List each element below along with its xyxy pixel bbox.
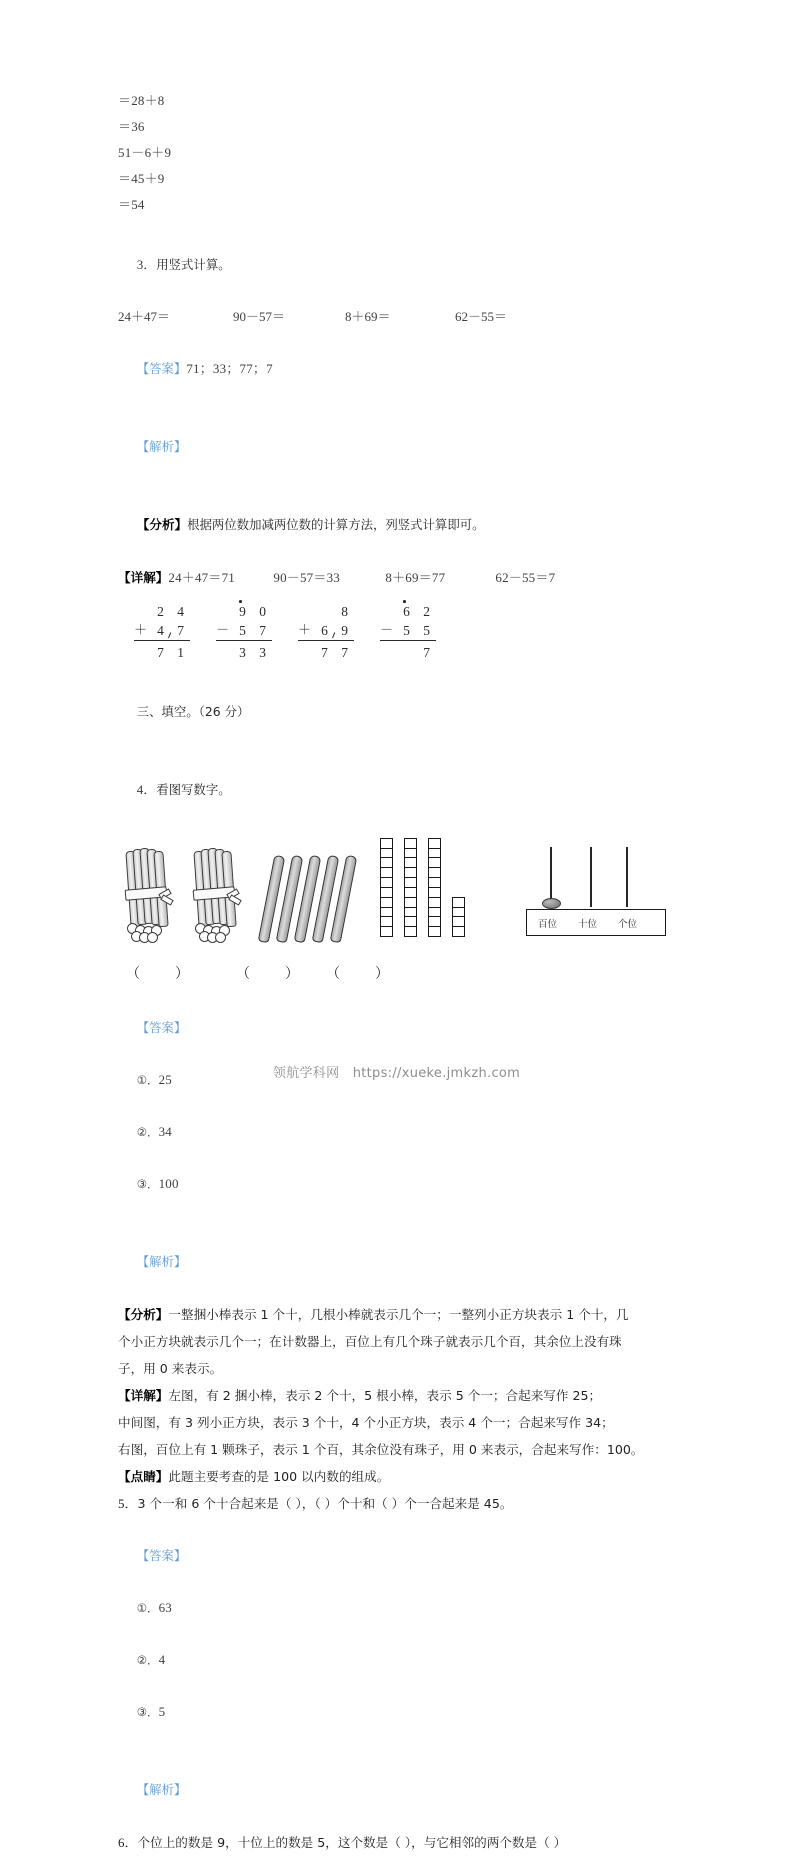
operator: ＋ [298, 622, 312, 637]
minuend: 6 2 [403, 604, 435, 619]
fenxi-tag: 【分析】 [118, 1307, 169, 1322]
problem-2: 90－57＝ [233, 309, 286, 324]
xiangjie-item-1: 24＋47＝71 [168, 570, 235, 585]
answer-marker-3: ③． [136, 1705, 159, 1719]
problem-3: 8＋69＝ [345, 309, 391, 324]
analysis-label: 【解析】 [136, 1254, 187, 1269]
addend-bottom: 4 7 [157, 623, 189, 638]
block-column [428, 839, 441, 937]
blank-1[interactable]: （ ） [126, 967, 189, 982]
question-4-analysis-row [118, 1223, 678, 1301]
question-3-heading [118, 226, 678, 304]
question-4-fenxi-line-3: 子，用 0 来表示。 [118, 1361, 223, 1376]
expression-line: ＝45＋9 [118, 171, 165, 186]
question-6-number: 6． [118, 1835, 138, 1850]
block-column [380, 839, 393, 937]
question-5-answer-row [118, 1517, 678, 1751]
analysis-label: 【解析】 [136, 439, 187, 454]
knot-icon [159, 891, 173, 905]
subtrahend: 5 7 [239, 623, 271, 638]
unit-blocks-figure [380, 839, 500, 959]
vertical-computation-4 [380, 601, 436, 661]
page-content [118, 88, 678, 1856]
borrow-dot-icon [403, 600, 406, 603]
question-3-number: 3． [136, 257, 157, 272]
analysis-label: 【解析】 [136, 1782, 187, 1797]
abacus-bead [542, 898, 561, 909]
expression-line: ＝28＋8 [118, 93, 165, 108]
question-4-blanks [118, 963, 678, 985]
question-3-fenxi-row [118, 486, 678, 564]
question-4-fenxi-line-1 [118, 1301, 678, 1328]
answer-value-3: 100 [158, 1176, 179, 1191]
question-3-analysis-row [118, 408, 678, 486]
answer-value-3: 5 [158, 1704, 166, 1719]
answer-value-2: 34 [158, 1124, 172, 1139]
subtrahend: 5 5 [403, 623, 435, 638]
question-4-xiangjie-line-3: 右图，百位上有 1 颗珠子，表示 1 个百，其余位没有珠子，用 0 来表示，合起来写作：100。 [118, 1442, 644, 1457]
answer-label: 【答案】 [136, 1548, 187, 1563]
answer-marker-2: ②． [136, 1653, 159, 1667]
stick-bundle-figure [126, 851, 172, 951]
answer-marker-3: ③． [136, 1177, 159, 1191]
question-3-answer-row [118, 330, 678, 408]
problem-4: 62－55＝ [455, 309, 508, 324]
question-5-text-row [118, 1490, 678, 1517]
minuend: 9 0 [239, 604, 271, 619]
blank-2[interactable]: （ ） [236, 967, 299, 982]
blank-3[interactable]: （ ） [326, 967, 389, 982]
problem-1: 24＋47＝ [118, 309, 171, 324]
operator: － [380, 622, 394, 637]
question-6-text-row [118, 1829, 678, 1856]
result: 7 [423, 645, 435, 660]
xiangjie-item-3: 8＋69＝77 [385, 570, 446, 585]
question-4-answer-row [118, 989, 678, 1223]
result: 3 3 [239, 645, 271, 660]
section-3-heading-text: 三、填空。（26 分） [136, 704, 250, 719]
loose-sticks-figure [266, 851, 366, 951]
expression-line: ＝54 [118, 197, 145, 212]
xiangjie-item-4: 62－55＝7 [495, 570, 556, 585]
abacus-label-hundreds: 百位 [538, 919, 558, 930]
abacus-rod [626, 847, 628, 907]
knot-icon [227, 891, 241, 905]
question-3-xiangjie-row [118, 564, 678, 591]
answer-label: 【答案】 [136, 1020, 187, 1035]
stick-bundle-figure [194, 851, 240, 951]
answer-value-1: 25 [158, 1072, 172, 1087]
borrow-dot-icon [239, 600, 242, 603]
result: 7 1 [157, 645, 189, 660]
addend-top: 2 4 [157, 604, 189, 619]
vertical-computation-1 [134, 601, 190, 661]
dianjing-text: 此题主要考查的是 100 以内数的组成。 [168, 1469, 390, 1484]
watermark-site-name: 领航学科网 [272, 1066, 340, 1081]
fenxi-text-1: 一整捆小棒表示 1 个十，几根小棒就表示几个一；一整列小正方块表示 1 个十，几 [168, 1307, 629, 1322]
expression-line: 51－6＋9 [118, 145, 172, 160]
xiangjie-text-1: 左图，有 2 捆小棒，表示 2 个十，5 根小棒，表示 5 个一；合起来写作 25； [168, 1388, 602, 1403]
answer-label: 【答案】 [136, 361, 187, 376]
answer-text: 71；33；77；7 [186, 361, 273, 376]
expression-line: ＝36 [118, 119, 145, 134]
section-3-heading [118, 673, 678, 751]
vertical-computations [134, 601, 678, 661]
question-4-xiangjie-line-1 [118, 1382, 678, 1409]
addend-bottom: 6 9 [321, 623, 353, 638]
question-3-problems [118, 304, 678, 330]
answer-value-1: 63 [158, 1600, 172, 1615]
question-4-xiangjie-line-2: 中间图，有 3 列小正方块，表示 3 个十，4 个小正方块，表示 4 个一；合起来写作 34； [118, 1415, 614, 1430]
fenxi-tag: 【分析】 [136, 517, 188, 532]
abacus-label-ones: 个位 [618, 919, 638, 930]
question-6-text: 个位上的数是 9，十位上的数是 5，这个数是（ ），与它相邻的两个数是（ ） [137, 1835, 567, 1850]
question-5-analysis-row [118, 1751, 678, 1829]
xiangjie-item-2: 90－57＝33 [273, 570, 340, 585]
abacus-label-tens: 十位 [578, 919, 598, 930]
answer-marker-2: ②． [136, 1125, 159, 1139]
footer-watermark [0, 1062, 793, 1081]
vertical-computation-3 [298, 601, 354, 661]
question-4-heading [118, 751, 678, 829]
question-4-title: 看图写数字。 [156, 782, 231, 797]
question-4-fenxi-line-2: 个小正方块就表示几个一；在计数器上，百位上有几个珠子就表示几个百，其余位上没有珠 [118, 1334, 622, 1349]
place-value-counter-figure [518, 843, 678, 961]
answer-value-2: 4 [158, 1652, 166, 1667]
answer-marker-1: ①． [136, 1073, 159, 1087]
question-5-number: 5． [118, 1496, 138, 1511]
operator: ＋ [134, 622, 148, 637]
question-4-figures [118, 835, 678, 963]
addend-top: 8 [341, 604, 353, 619]
question-4-number: 4． [136, 782, 157, 797]
block-column [404, 839, 417, 937]
fenxi-text: 根据两位数加减两位数的计算方法，列竖式计算即可。 [187, 517, 485, 532]
xiangjie-tag: 【详解】 [118, 570, 169, 585]
dianjing-tag: 【点睛】 [118, 1469, 169, 1484]
xiangjie-tag: 【详解】 [118, 1388, 169, 1403]
vertical-computation-2 [216, 601, 272, 661]
result: 7 7 [321, 645, 353, 660]
block-column-partial [452, 898, 465, 937]
watermark-url: https://xueke.jmkzh.com [352, 1066, 521, 1081]
question-5-text: 3 个一和 6 个十合起来是（ ），（ ）个十和（ ）个一合起来是 45。 [137, 1496, 513, 1511]
question-4-dianjing-line [118, 1463, 678, 1490]
answer-marker-1: ①． [136, 1601, 159, 1615]
operator: － [216, 622, 230, 637]
abacus-rod [590, 847, 592, 907]
question-3-title: 用竖式计算。 [156, 257, 231, 272]
